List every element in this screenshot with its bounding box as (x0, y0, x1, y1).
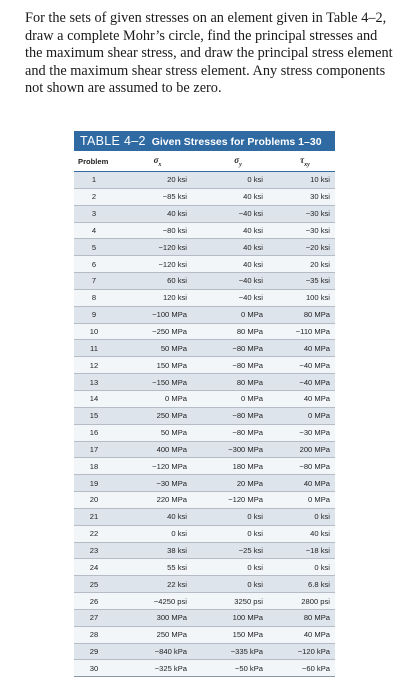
tau-xy-value: 100 ksi (275, 289, 335, 306)
sigma-x-value: 50 MPa (114, 340, 201, 357)
table-row (74, 340, 335, 357)
table-row (74, 407, 335, 424)
problem-number: 1 (74, 172, 114, 189)
problem-number: 8 (74, 289, 114, 306)
sigma-y-value: 40 ksi (201, 256, 275, 273)
sigma-x-value: 120 ksi (114, 289, 201, 306)
tau-xy-value: 6.8 ksi (275, 576, 335, 593)
sigma-y-value: −80 MPa (201, 340, 275, 357)
stress-data-table (74, 151, 335, 677)
sigma-x-value: 150 MPa (114, 357, 201, 374)
sigma-x-value: 40 ksi (114, 205, 201, 222)
sigma-y-value: −80 MPa (201, 357, 275, 374)
table-row (74, 306, 335, 323)
sigma-x-value: 300 MPa (114, 609, 201, 626)
sigma-x-value: 250 MPa (114, 626, 201, 643)
tau-xy-value: −18 ksi (275, 542, 335, 559)
table-row (74, 357, 335, 374)
sigma-x-value: −80 ksi (114, 222, 201, 239)
table-row (74, 273, 335, 290)
sigma-y-value: 40 ksi (201, 222, 275, 239)
tau-xy-value: 20 ksi (275, 256, 335, 273)
sigma-x-value: 50 MPa (114, 424, 201, 441)
problem-number: 20 (74, 492, 114, 509)
tau-xy-value: −80 MPa (275, 458, 335, 475)
table-subtitle: Given Stresses for Problems 1–30 (151, 136, 322, 148)
table-row (74, 222, 335, 239)
tau-xy-value: −120 kPa (275, 643, 335, 660)
sigma-x-value: 400 MPa (114, 441, 201, 458)
sigma-x-value: 22 ksi (114, 576, 201, 593)
sigma-x-value: −120 MPa (114, 458, 201, 475)
sigma-y-value: −120 MPa (201, 492, 275, 509)
table-body (74, 172, 335, 677)
stress-table (74, 131, 335, 677)
tau-xy-value: 80 MPa (275, 306, 335, 323)
sigma-y-value: −300 MPa (201, 441, 275, 458)
table-row (74, 172, 335, 189)
problem-number: 19 (74, 475, 114, 492)
tau-xy-value: 0 MPa (275, 407, 335, 424)
problem-number: 30 (74, 660, 114, 677)
table-row (74, 576, 335, 593)
sigma-y-value: −40 ksi (201, 273, 275, 290)
tau-xy-value: −40 MPa (275, 374, 335, 391)
problem-number: 24 (74, 559, 114, 576)
sigma-x-value: −85 ksi (114, 188, 201, 205)
table-row (74, 390, 335, 407)
table-row (74, 256, 335, 273)
header-sigma-x: $\sigma_x$ (114, 151, 201, 172)
tau-xy-value: −30 ksi (275, 205, 335, 222)
sigma-y-value: −80 MPa (201, 407, 275, 424)
problem-number: 15 (74, 407, 114, 424)
problem-number: 29 (74, 643, 114, 660)
tau-xy-value: 40 MPa (275, 340, 335, 357)
table-label: TABLE 4–2 (80, 134, 146, 148)
sigma-y-value: 3250 psi (201, 593, 275, 610)
sigma-y-value: −50 kPa (201, 660, 275, 677)
problem-number: 23 (74, 542, 114, 559)
problem-number: 21 (74, 508, 114, 525)
header-problem: Problem (74, 151, 114, 172)
tau-xy-value: 30 ksi (275, 188, 335, 205)
table-row (74, 593, 335, 610)
sigma-x-value: −325 kPa (114, 660, 201, 677)
tau-xy-value: 0 ksi (275, 508, 335, 525)
sigma-y-value: 40 ksi (201, 188, 275, 205)
sigma-x-value: −120 ksi (114, 239, 201, 256)
problem-number: 16 (74, 424, 114, 441)
table-row (74, 609, 335, 626)
problem-number: 7 (74, 273, 114, 290)
tau-xy-value: 0 ksi (275, 559, 335, 576)
problem-number: 28 (74, 626, 114, 643)
sigma-y-value: 150 MPa (201, 626, 275, 643)
table-row (74, 626, 335, 643)
sigma-x-value: −150 MPa (114, 374, 201, 391)
sigma-x-value: 38 ksi (114, 542, 201, 559)
sigma-y-value: −40 ksi (201, 205, 275, 222)
sigma-x-value: 220 MPa (114, 492, 201, 509)
table-row (74, 508, 335, 525)
table-title-bar (74, 131, 335, 151)
tau-xy-value: −30 ksi (275, 222, 335, 239)
tau-xy-value: 80 MPa (275, 609, 335, 626)
problem-statement: For the sets of given stresses on an element given in Table 4–2, draw a complete Mohr’s circle, find the principal stresses and the maximum shear stress, and draw the principal stress element and the maximum shear stress element. Any stress components not shown are assumed to be zero. (25, 10, 393, 97)
tau-xy-value: 200 MPa (275, 441, 335, 458)
sigma-y-value: −40 ksi (201, 289, 275, 306)
table-row (74, 542, 335, 559)
table-row (74, 441, 335, 458)
sigma-y-value: 0 ksi (201, 576, 275, 593)
problem-number: 25 (74, 576, 114, 593)
table-row (74, 239, 335, 256)
table-row (74, 525, 335, 542)
sigma-y-value: 0 ksi (201, 559, 275, 576)
tau-xy-value: −60 kPa (275, 660, 335, 677)
problem-number: 27 (74, 609, 114, 626)
sigma-x-value: −100 MPa (114, 306, 201, 323)
problem-number: 4 (74, 222, 114, 239)
tau-xy-value: 40 MPa (275, 626, 335, 643)
sigma-y-value: 180 MPa (201, 458, 275, 475)
sigma-y-value: 0 MPa (201, 306, 275, 323)
table-row (74, 374, 335, 391)
tau-xy-value: −20 ksi (275, 239, 335, 256)
table-row (74, 205, 335, 222)
sigma-x-value: 250 MPa (114, 407, 201, 424)
tau-xy-value: −110 MPa (275, 323, 335, 340)
table-row (74, 475, 335, 492)
sigma-x-value: −4250 psi (114, 593, 201, 610)
sigma-x-value: 0 MPa (114, 390, 201, 407)
table-row (74, 458, 335, 475)
sigma-x-value: −120 ksi (114, 256, 201, 273)
sigma-y-value: −25 ksi (201, 542, 275, 559)
problem-number: 26 (74, 593, 114, 610)
tau-xy-value: −30 MPa (275, 424, 335, 441)
problem-number: 13 (74, 374, 114, 391)
problem-number: 17 (74, 441, 114, 458)
problem-number: 3 (74, 205, 114, 222)
sigma-x-value: −30 MPa (114, 475, 201, 492)
tau-xy-value: −35 ksi (275, 273, 335, 290)
sigma-y-value: 40 ksi (201, 239, 275, 256)
sigma-y-value: 0 ksi (201, 508, 275, 525)
table-row (74, 289, 335, 306)
problem-number: 22 (74, 525, 114, 542)
tau-xy-value: 0 MPa (275, 492, 335, 509)
problem-number: 2 (74, 188, 114, 205)
problem-number: 12 (74, 357, 114, 374)
table-row (74, 323, 335, 340)
table-row (74, 188, 335, 205)
table-header-row (74, 151, 335, 172)
tau-xy-value: 10 ksi (275, 172, 335, 189)
tau-xy-value: 40 MPa (275, 390, 335, 407)
header-sigma-y: $\sigma_y$ (201, 151, 275, 172)
sigma-y-value: 80 MPa (201, 323, 275, 340)
sigma-y-value: −80 MPa (201, 424, 275, 441)
sigma-y-value: 20 MPa (201, 475, 275, 492)
sigma-x-value: 20 ksi (114, 172, 201, 189)
header-tau-xy: $\tau_{xy}$ (275, 151, 335, 172)
sigma-y-value: 0 ksi (201, 172, 275, 189)
table-row (74, 559, 335, 576)
table-row (74, 424, 335, 441)
table-row (74, 660, 335, 677)
problem-number: 14 (74, 390, 114, 407)
table-row (74, 492, 335, 509)
tau-xy-value: −40 MPa (275, 357, 335, 374)
problem-number: 5 (74, 239, 114, 256)
sigma-x-value: 55 ksi (114, 559, 201, 576)
sigma-x-value: −840 kPa (114, 643, 201, 660)
tau-xy-value: 40 ksi (275, 525, 335, 542)
sigma-x-value: 40 ksi (114, 508, 201, 525)
sigma-x-value: 0 ksi (114, 525, 201, 542)
tau-xy-value: 40 MPa (275, 475, 335, 492)
problem-number: 18 (74, 458, 114, 475)
problem-number: 9 (74, 306, 114, 323)
sigma-y-value: 0 ksi (201, 525, 275, 542)
problem-number: 6 (74, 256, 114, 273)
problem-number: 11 (74, 340, 114, 357)
sigma-y-value: −335 kPa (201, 643, 275, 660)
tau-xy-value: 2800 psi (275, 593, 335, 610)
table-row (74, 643, 335, 660)
sigma-y-value: 100 MPa (201, 609, 275, 626)
sigma-x-value: −250 MPa (114, 323, 201, 340)
sigma-y-value: 0 MPa (201, 390, 275, 407)
sigma-y-value: 80 MPa (201, 374, 275, 391)
problem-number: 10 (74, 323, 114, 340)
sigma-x-value: 60 ksi (114, 273, 201, 290)
